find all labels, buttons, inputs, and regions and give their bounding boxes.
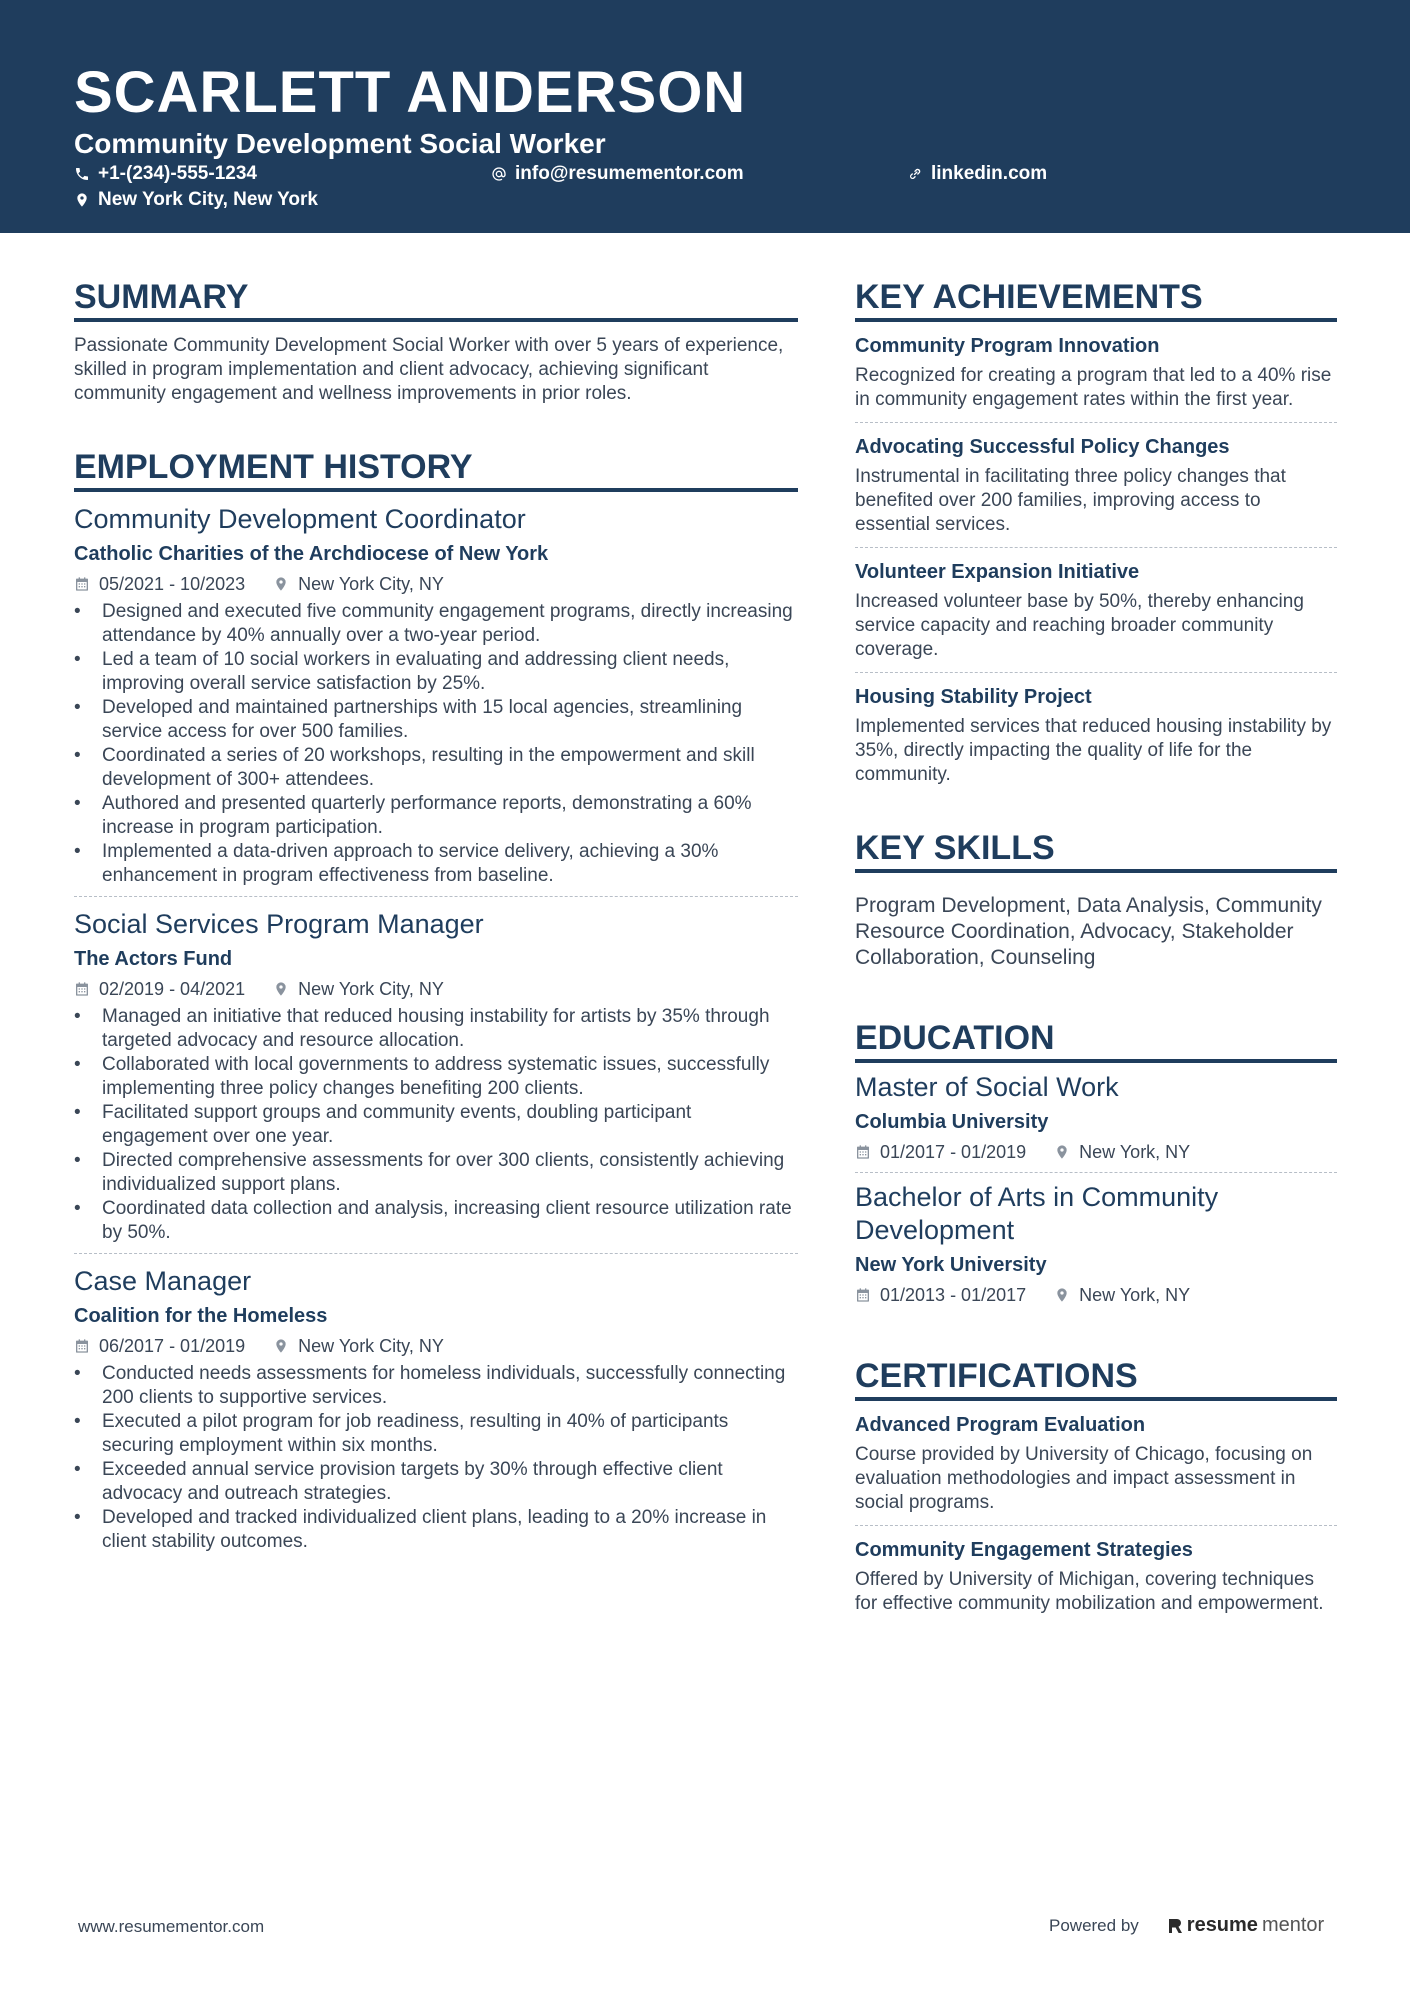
- job-bullets: [74, 1362, 798, 1554]
- achievements-list: [855, 322, 1337, 797]
- bullet-item: • Coordinated data collection and analysis, increasing client resource utilization rate by 50%.: [74, 1197, 798, 1245]
- education-list: [855, 1063, 1337, 1315]
- skills-text: Program Development, Data Analysis, Community Resource Coordination, Advocacy, Stakeholder Collaboration, Counseling: [855, 894, 1322, 969]
- education-location: [1054, 1140, 1190, 1164]
- calendar-icon: [74, 981, 90, 997]
- certification-item: [855, 1401, 1337, 1525]
- job-dates: 05/2021 - 10/2023: [99, 574, 246, 594]
- job-location-text: New York City, NY: [298, 574, 444, 594]
- contact-linkedin[interactable]: [907, 162, 1047, 186]
- bullet-item: • Implemented a data-driven approach to service delivery, achieving a 30% enhancement in program effectiveness from baseline.: [74, 840, 798, 888]
- bullet-item: • Developed and maintained partnerships with 15 local agencies, streamlining service access for over 500 families.: [74, 696, 798, 744]
- job-bullets: [74, 1005, 798, 1245]
- achievement-item: [855, 547, 1337, 672]
- calendar-icon: [855, 1287, 871, 1303]
- summary-text: Passionate Community Development Social Worker with over 5 years of experience, skilled in program implementation and client advocacy, achieving significant community engagement and wellness improvements in prior roles.: [74, 335, 784, 404]
- job-entry: [74, 1253, 798, 1554]
- bullet-item: • Directed comprehensive assessments for over 300 clients, consistently achieving individualized support plans.: [74, 1149, 798, 1197]
- job-location-text: New York City, NY: [298, 979, 444, 999]
- job-role: Social Services Program Manager: [74, 909, 484, 939]
- summary-heading: SUMMARY: [74, 276, 798, 322]
- job-company: Catholic Charities of the Archdiocese of New York: [74, 543, 549, 565]
- job-bullets: [74, 600, 798, 888]
- achievements-heading: KEY ACHIEVEMENTS: [855, 276, 1337, 322]
- education-school: Columbia University: [855, 1111, 1049, 1133]
- map-pin-icon: [1054, 1287, 1070, 1303]
- brand-logo[interactable]: [1167, 1914, 1324, 1937]
- job-location-text: New York City, NY: [298, 1336, 444, 1356]
- map-pin-icon: [273, 1338, 289, 1354]
- achievement-title: Volunteer Expansion Initiative: [855, 561, 1140, 583]
- brand-mark-icon: [1167, 1917, 1183, 1935]
- job-dates: 02/2019 - 04/2021: [99, 979, 246, 999]
- map-pin-icon: [74, 192, 90, 208]
- achievement-desc: Instrumental in facilitating three policy changes that benefited over 200 families, improving access to essential services.: [855, 466, 1286, 535]
- at-icon: [491, 166, 507, 182]
- achievement-title: Housing Stability Project: [855, 686, 1092, 708]
- skills-heading: KEY SKILLS: [855, 827, 1337, 873]
- left-column: [74, 276, 798, 1554]
- candidate-name: SCARLETT ANDERSON: [74, 60, 747, 125]
- location-text: New York City, New York: [98, 189, 318, 210]
- education-meta: [855, 1283, 1337, 1307]
- certification-desc: Offered by University of Michigan, covering techniques for effective community mobilization and empowerment.: [855, 1569, 1324, 1614]
- brand-name-bold: resume: [1186, 1914, 1258, 1936]
- job-location: [273, 977, 444, 1001]
- job-meta: [74, 572, 798, 596]
- certification-desc: Course provided by University of Chicago, focusing on evaluation methodologies and impact assessment in social programs.: [855, 1444, 1313, 1513]
- job-role: Community Development Coordinator: [74, 504, 526, 534]
- education-location-text: New York, NY: [1079, 1285, 1191, 1305]
- linkedin-link[interactable]: linkedin.com: [931, 163, 1048, 184]
- achievement-desc: Implemented services that reduced housing instability by 35%, directly impacting the quality of life for the community.: [855, 716, 1332, 785]
- bullet-item: • Exceeded annual service provision targets by 30% through effective client advocacy and outreach strategies.: [74, 1458, 798, 1506]
- bullet-item: • Executed a pilot program for job readiness, resulting in 40% of participants securing employment within six months.: [74, 1410, 798, 1458]
- right-column: [855, 276, 1337, 1626]
- contact-location: [74, 188, 318, 212]
- job-meta: [74, 977, 798, 1001]
- email-link[interactable]: info@resumementor.com: [515, 163, 744, 184]
- job-dates: 06/2017 - 01/2019: [99, 1336, 246, 1356]
- bullet-item: • Authored and presented quarterly performance reports, demonstrating a 60% increase in program participation.: [74, 792, 798, 840]
- education-dates: 01/2013 - 01/2017: [880, 1285, 1027, 1305]
- job-role: Case Manager: [74, 1266, 252, 1296]
- map-pin-icon: [273, 576, 289, 592]
- education-degree: Master of Social Work: [855, 1072, 1119, 1102]
- certification-title: Advanced Program Evaluation: [855, 1414, 1146, 1436]
- job-title: Community Development Social Worker: [74, 128, 606, 159]
- education-meta: [855, 1140, 1337, 1164]
- education-degree: Bachelor of Arts in Community Development: [855, 1182, 1219, 1245]
- calendar-icon: [74, 576, 90, 592]
- bullet-item: • Designed and executed five community engagement programs, directly increasing attendance by 40% annually over a two-year period.: [74, 600, 798, 648]
- bullet-item: • Developed and tracked individualized client plans, leading to a 20% increase in client stability outcomes.: [74, 1506, 798, 1554]
- calendar-icon: [74, 1338, 90, 1354]
- job-entry: [74, 896, 798, 1245]
- education-item: [855, 1172, 1337, 1315]
- footer-branding: [1049, 1914, 1324, 1937]
- bullet-item: • Facilitated support groups and community events, doubling participant engagement over one year.: [74, 1101, 798, 1149]
- education-location-text: New York, NY: [1079, 1142, 1191, 1162]
- map-pin-icon: [1054, 1144, 1070, 1160]
- certification-item: [855, 1525, 1337, 1626]
- employment-heading: EMPLOYMENT HISTORY: [74, 446, 798, 492]
- education-item: [855, 1063, 1337, 1172]
- certification-title: Community Engagement Strategies: [855, 1539, 1193, 1561]
- link-icon: [907, 166, 923, 182]
- achievement-item: [855, 322, 1337, 422]
- job-meta: [74, 1334, 798, 1358]
- education-location: [1054, 1283, 1190, 1307]
- achievement-desc: Increased volunteer base by 50%, thereby enhancing service capacity and reaching broader community coverage.: [855, 591, 1304, 660]
- map-pin-icon: [273, 981, 289, 997]
- phone-icon: [74, 166, 90, 182]
- achievement-title: Community Program Innovation: [855, 335, 1160, 357]
- bullet-item: • Managed an initiative that reduced housing instability for artists by 35% through targeted advocacy and resource allocation.: [74, 1005, 798, 1053]
- bullet-item: • Conducted needs assessments for homeless individuals, successfully connecting 200 clients to supportive services.: [74, 1362, 798, 1410]
- footer-website[interactable]: www.resumementor.com: [78, 1917, 265, 1936]
- achievement-item: [855, 672, 1337, 797]
- bullet-item: • Collaborated with local governments to address systematic issues, successfully implementing three policy changes benefiting 200 clients.: [74, 1053, 798, 1101]
- education-school: New York University: [855, 1254, 1047, 1276]
- job-location: [273, 572, 444, 596]
- bullet-item: • Led a team of 10 social workers in evaluating and addressing client needs, improving overall service satisfaction by 25%.: [74, 648, 798, 696]
- achievement-desc: Recognized for creating a program that led to a 40% rise in community engagement rates within the first year.: [855, 365, 1332, 410]
- brand-name-light: mentor: [1261, 1914, 1325, 1936]
- bullet-item: • Coordinated a series of 20 workshops, resulting in the empowerment and skill development of 300+ attendees.: [74, 744, 798, 792]
- achievement-item: [855, 422, 1337, 547]
- education-dates: 01/2017 - 01/2019: [880, 1142, 1027, 1162]
- job-entry: [74, 492, 798, 888]
- powered-by-label: Powered by: [1049, 1915, 1139, 1935]
- contact-email[interactable]: [491, 162, 744, 186]
- certifications-list: [855, 1401, 1337, 1626]
- achievement-title: Advocating Successful Policy Changes: [855, 436, 1230, 458]
- job-company: The Actors Fund: [74, 948, 233, 970]
- calendar-icon: [855, 1144, 871, 1160]
- job-company: Coalition for the Homeless: [74, 1305, 328, 1327]
- resume-header: [0, 0, 1410, 233]
- education-heading: EDUCATION: [855, 1017, 1337, 1063]
- job-location: [273, 1334, 444, 1358]
- phone-text: +1-(234)-555-1234: [98, 163, 257, 184]
- contact-phone: [74, 162, 257, 186]
- certifications-heading: CERTIFICATIONS: [855, 1355, 1337, 1401]
